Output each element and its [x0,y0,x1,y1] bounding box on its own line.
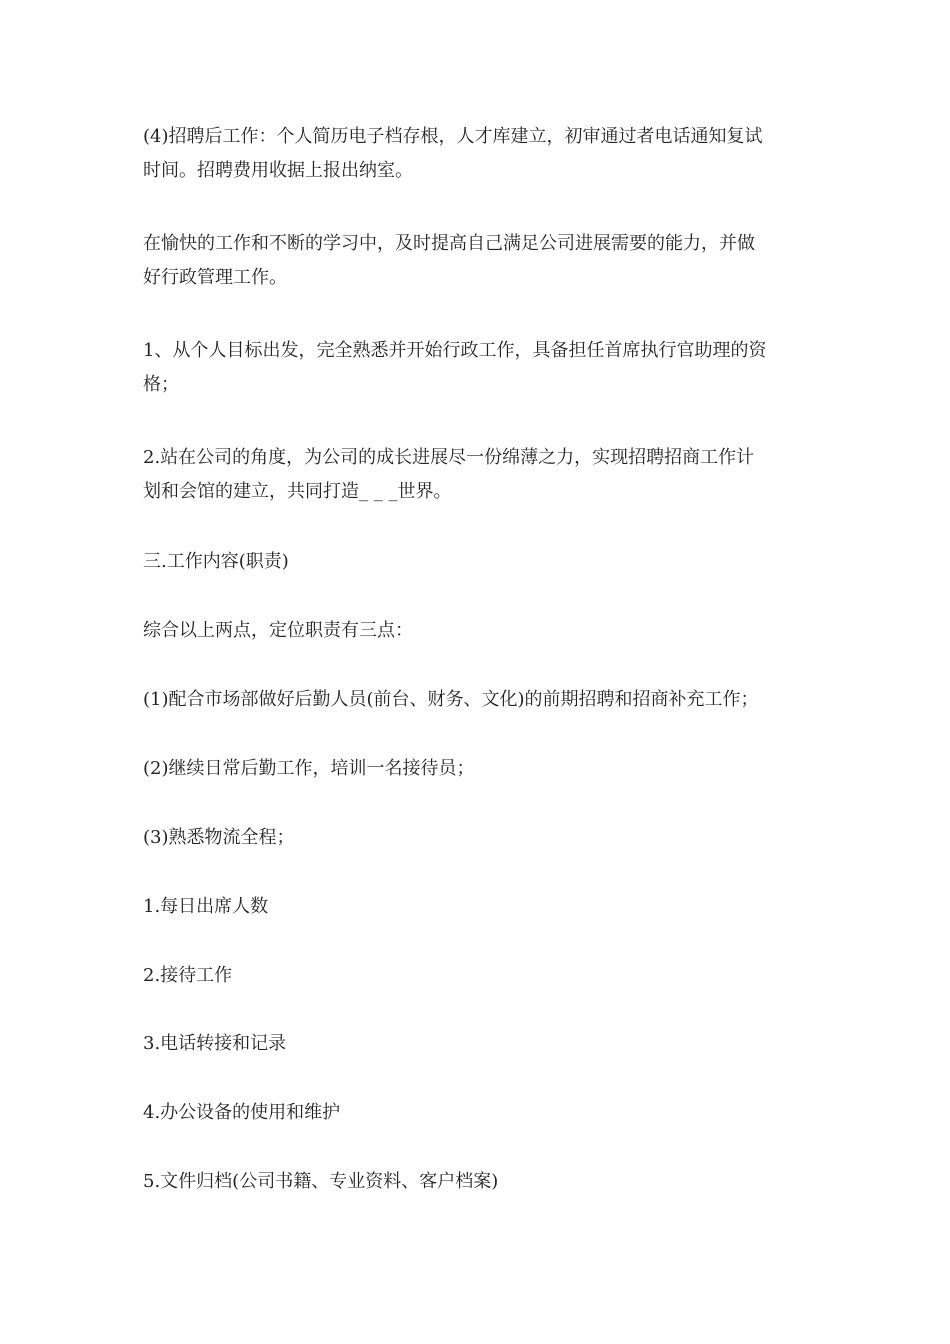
text-line: 综合以上两点，定位职责有三点： [143,620,413,641]
list-item-task-4 [143,1096,813,1130]
text-line: (1)配合市场部做好后勤人员(前台、财务、文化)的前期招聘和招商补充工作； [143,689,759,710]
list-item-duty-2 [143,752,813,786]
section-heading-work-content [143,545,813,579]
list-item-task-1 [143,890,813,924]
paragraph-summary [143,614,813,648]
text-line: 3.电话转接和记录 [143,1033,287,1054]
text-line: 格； [143,374,179,395]
text-line: 三.工作内容(职责) [143,551,289,572]
text-line: (3)熟悉物流全程； [143,827,295,848]
list-item-duty-3 [143,821,813,855]
text-line: 在愉快的工作和不断的学习中，及时提高自己满足公司进展需要的能力，并做 [143,233,755,254]
paragraph-goal-2 [143,441,813,509]
list-item-task-2 [143,959,813,993]
text-line: 1.每日出席人数 [143,896,269,917]
text-line: 时间。招聘费用收据上报出纳室。 [143,160,413,181]
list-item-task-3 [143,1027,813,1061]
text-line: 2.接待工作 [143,965,233,986]
text-line: (4)招聘后工作：个人简历电子档存根，人才库建立，初审通过者电话通知复试 [143,126,763,147]
paragraph-goal-1 [143,334,813,402]
text-line: 4.办公设备的使用和维护 [143,1102,341,1123]
text-line: 划和会馆的建立，共同打造_ _ _世界。 [143,481,452,502]
text-line: 1、从个人目标出发，完全熟悉并开始行政工作，具备担任首席执行官助理的资 [143,340,767,361]
text-line: (2)继续日常后勤工作，培训一名接待员； [143,758,475,779]
paragraph-recruitment-followup [143,120,813,188]
text-line: 好行政管理工作。 [143,267,287,288]
list-item-task-5 [143,1165,813,1199]
list-item-duty-1 [143,683,813,717]
text-line: 5.文件归档(公司书籍、专业资料、客户档案) [143,1171,499,1192]
text-line: 2.站在公司的角度，为公司的成长进展尽一份绵薄之力，实现招聘招商工作计 [143,447,755,468]
paragraph-learning [143,227,813,295]
